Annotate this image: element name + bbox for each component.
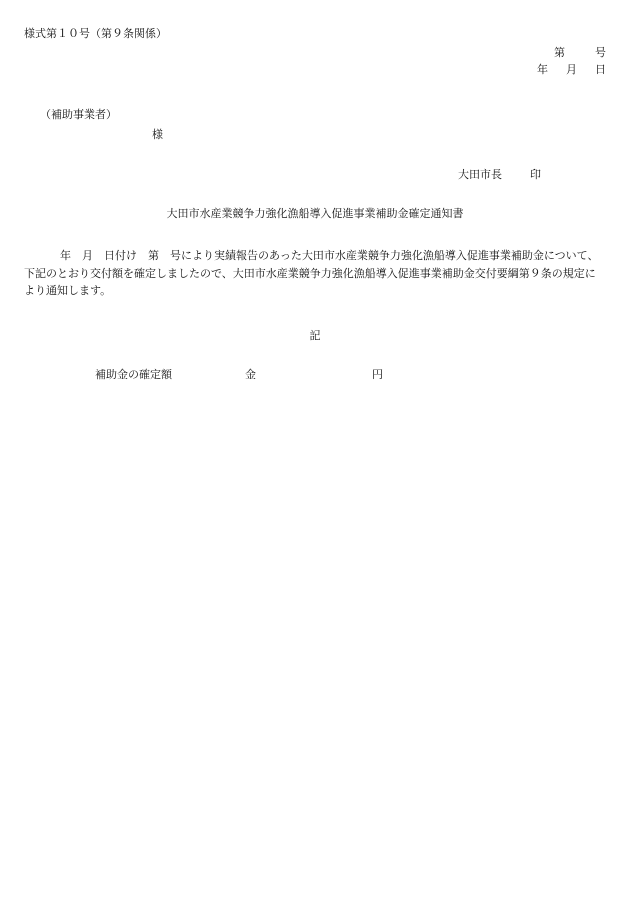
doc-number-prefix: 第 xyxy=(554,46,565,59)
issuer-seal: 印 xyxy=(530,168,541,181)
date-month: 月 xyxy=(566,63,577,77)
doc-number-suffix: 号 xyxy=(595,46,606,59)
date-row xyxy=(537,63,606,76)
amount-label: 補助金の確定額 xyxy=(95,368,172,381)
body-paragraph xyxy=(24,247,606,300)
document-number-block xyxy=(537,46,606,80)
form-number: 様式第１０号（第９条関係） xyxy=(24,27,167,40)
recipient-organization: （補助事業者） xyxy=(40,108,117,121)
date-year: 年 xyxy=(537,63,548,77)
amount-row xyxy=(95,368,383,381)
amount-yen: 円 xyxy=(372,368,383,381)
recipient-honorific: 様 xyxy=(152,128,163,141)
amount-kin: 金 xyxy=(245,368,256,381)
document-title: 大田市水産業競争力強化漁船導入促進事業補助金確定通知書 xyxy=(166,207,464,220)
ki-heading: 記 xyxy=(309,329,321,342)
issuer-name: 大田市長 xyxy=(458,168,502,181)
issuer-block xyxy=(458,168,541,181)
document-number-row xyxy=(537,46,606,59)
body-text: 年 月 日付け 第 号により実績報告のあった大田市水産業競争力強化漁船導入促進事業補助金について、下記のとおり交付額を確定しましたので、大田市水産業競争力強化漁船導入促進事業補助金交付要綱第９条の規定により通知します。 xyxy=(24,249,599,298)
date-day: 日 xyxy=(595,63,606,77)
